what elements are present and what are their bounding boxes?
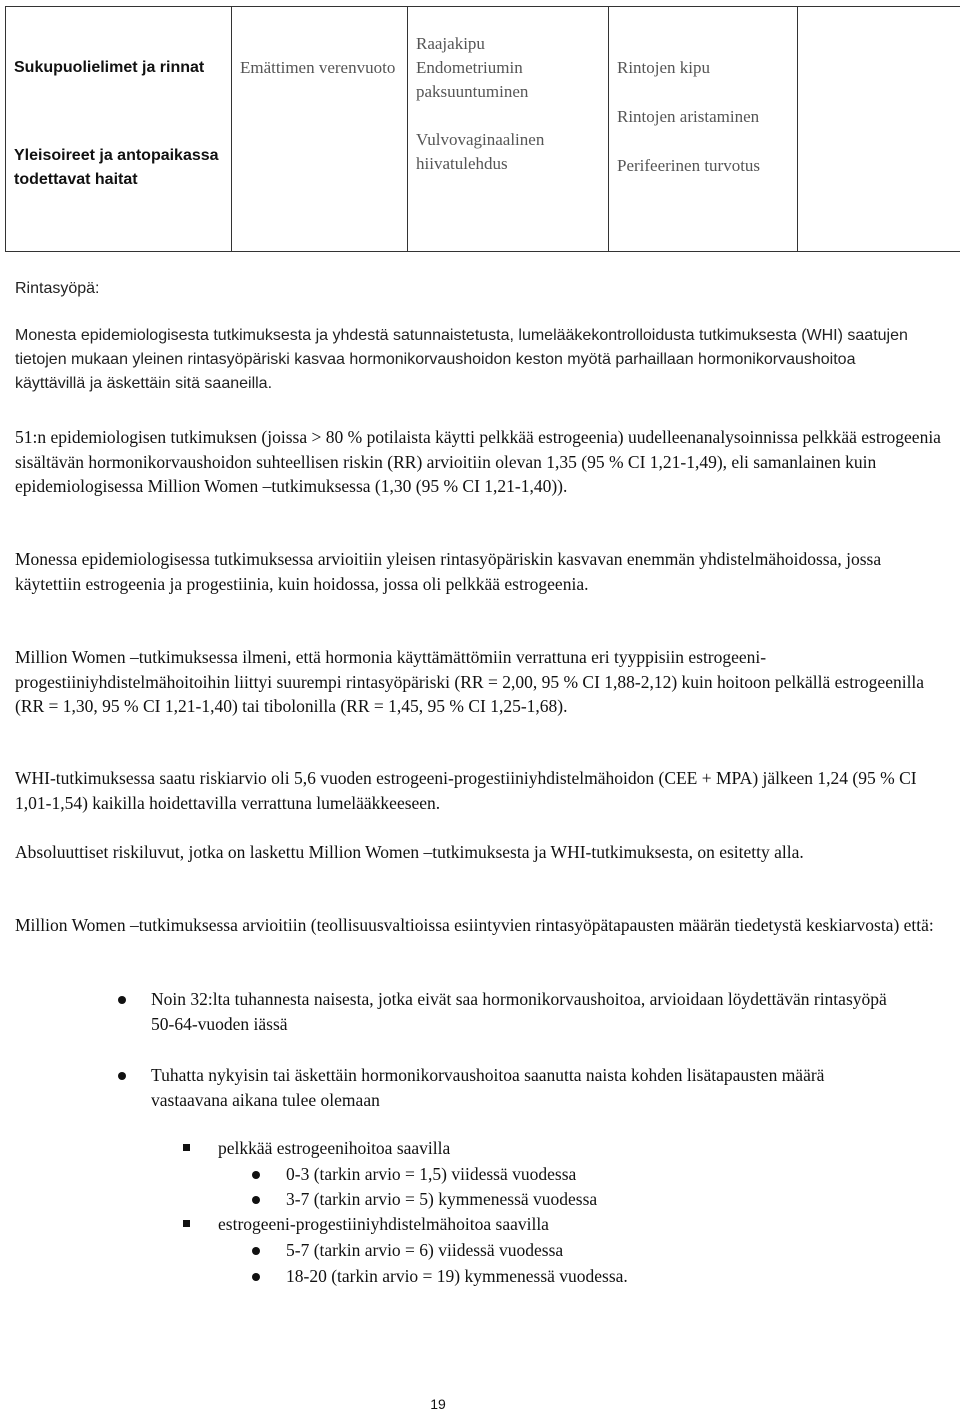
table-cell-text: Raajakipu xyxy=(416,34,485,53)
table-cell-text: Vulvovaginaalinen hiivatulehdus xyxy=(416,130,545,173)
list-item-text: 0-3 (tarkin arvio = 1,5) viidessä vuodessa xyxy=(286,1164,577,1184)
table-cell-text: Endometriumin paksuuntuminen xyxy=(416,58,529,101)
paragraph: 51:n epidemiologisen tutkimuksen (joissa > 80 % potilaista käytti pelkkää estrogeenia) uudelleenanalysoinnissa pelkkää estrogeenia sisältävän hormonikorvaushoidon suhteellisen riskin (RR) arvioitiin olevan 1,35 (95 % CI 1,21-1,49), eli samanlainen kuin epidemiologisessa Million Women –tutkimuksessa (1,30 (95 % CI 1,21-1,40)). xyxy=(15,427,941,496)
table-cell xyxy=(232,7,408,252)
list-item-text: Noin 32:lta tuhannesta naisesta, jotka eivät saa hormonikorvaushoitoa, arvioidaan löydettävän rintasyöpä 50-64-vuoden iässä xyxy=(151,989,887,1034)
list-item-text: 18-20 (tarkin arvio = 19) kymmenessä vuodessa. xyxy=(286,1266,628,1286)
paragraph: Monesta epidemiologisesta tutkimuksesta ja yhdestä satunnaistetusta, lumelääkekontrolloidusta tutkimuksesta (WHI) saatujen tietojen mukaan yleinen rintasyöpäriski kasvaa hormonikorvaushoidon keston myötä parhaillaan hormonikorvaushoitoa käyttävillä ja äskettäin sitä saaneilla. xyxy=(15,327,908,392)
table-cell xyxy=(408,7,609,252)
page-number: 19 xyxy=(430,1396,446,1412)
list-item-text: pelkkää estrogeenihoitoa saavilla xyxy=(218,1138,451,1158)
list-item-text: 5-7 (tarkin arvio = 6) viidessä vuodessa xyxy=(286,1240,564,1260)
table-row xyxy=(6,7,960,252)
list-item-text: Tuhatta nykyisin tai äskettäin hormonikorvaushoitoa saanutta naista kohden lisätapausten määrä vastaavana aikana tulee olemaan xyxy=(151,1065,825,1110)
paragraph: Million Women –tutkimuksessa arvioitiin (teollisuusvaltioissa esiintyvien rintasyöpätapausten määrän tiedetystä keskiarvosta) että: xyxy=(15,915,934,935)
paragraph: WHI-tutkimuksessa saatu riskiarvio oli 5,6 vuoden estrogeeni-progestiiniyhdistelmähoidon (CEE + MPA) jälkeen 1,24 (95 % CI 1,01-1,54) kaikilla hoidettavilla verrattuna lumelääkkeeseen. xyxy=(15,768,917,813)
table-cell xyxy=(798,7,960,252)
table-cell-text: Rintojen kipu xyxy=(617,58,711,77)
table-cell-text: Emättimen verenvuoto xyxy=(240,58,396,77)
table-cell-text: Perifeerinen turvotus xyxy=(617,156,761,175)
table-cell xyxy=(609,7,798,252)
list-item-text: 3-7 (tarkin arvio = 5) kymmenessä vuodessa xyxy=(286,1189,598,1209)
side-effects-table xyxy=(5,6,960,252)
category-label: Yleisoireet ja antopaikassa todettavat haitat xyxy=(14,147,219,188)
paragraph: Absoluuttiset riskiluvut, jotka on laskettu Million Women –tutkimuksesta ja WHI-tutkimuksesta, on esitetty alla. xyxy=(15,842,804,862)
list-item-text: estrogeeni-progestiiniyhdistelmähoitoa saavilla xyxy=(218,1214,549,1234)
table-cell-categories xyxy=(6,7,232,252)
table-cell-text: Rintojen aristaminen xyxy=(617,107,760,126)
paragraph: Million Women –tutkimuksessa ilmeni, että hormonia käyttämättömiin verrattuna eri tyyppisiin estrogeeni-progestiiniyhdistelmähoitoihin liittyi suurempi rintasyöpäriski (RR = 2,00, 95 % CI 1,88-2,12) kuin hoitoon pelkällä estrogeenilla (RR = 1,30, 95 % CI 1,21-1,40) tai tibolonilla (RR = 1,45, 95 % CI 1,25-1,68). xyxy=(15,647,925,716)
category-label: Sukupuolielimet ja rinnat xyxy=(14,59,205,76)
section-heading: Rintasyöpä: xyxy=(15,280,100,297)
paragraph: Monessa epidemiologisessa tutkimuksessa arvioitiin yleisen rintasyöpäriskin kasvavan enemmän yhdistelmähoidossa, jossa käytettiin estrogeenia ja progestiinia, kuin hoidossa, jossa oli pelkkää estrogeenia. xyxy=(15,549,882,594)
